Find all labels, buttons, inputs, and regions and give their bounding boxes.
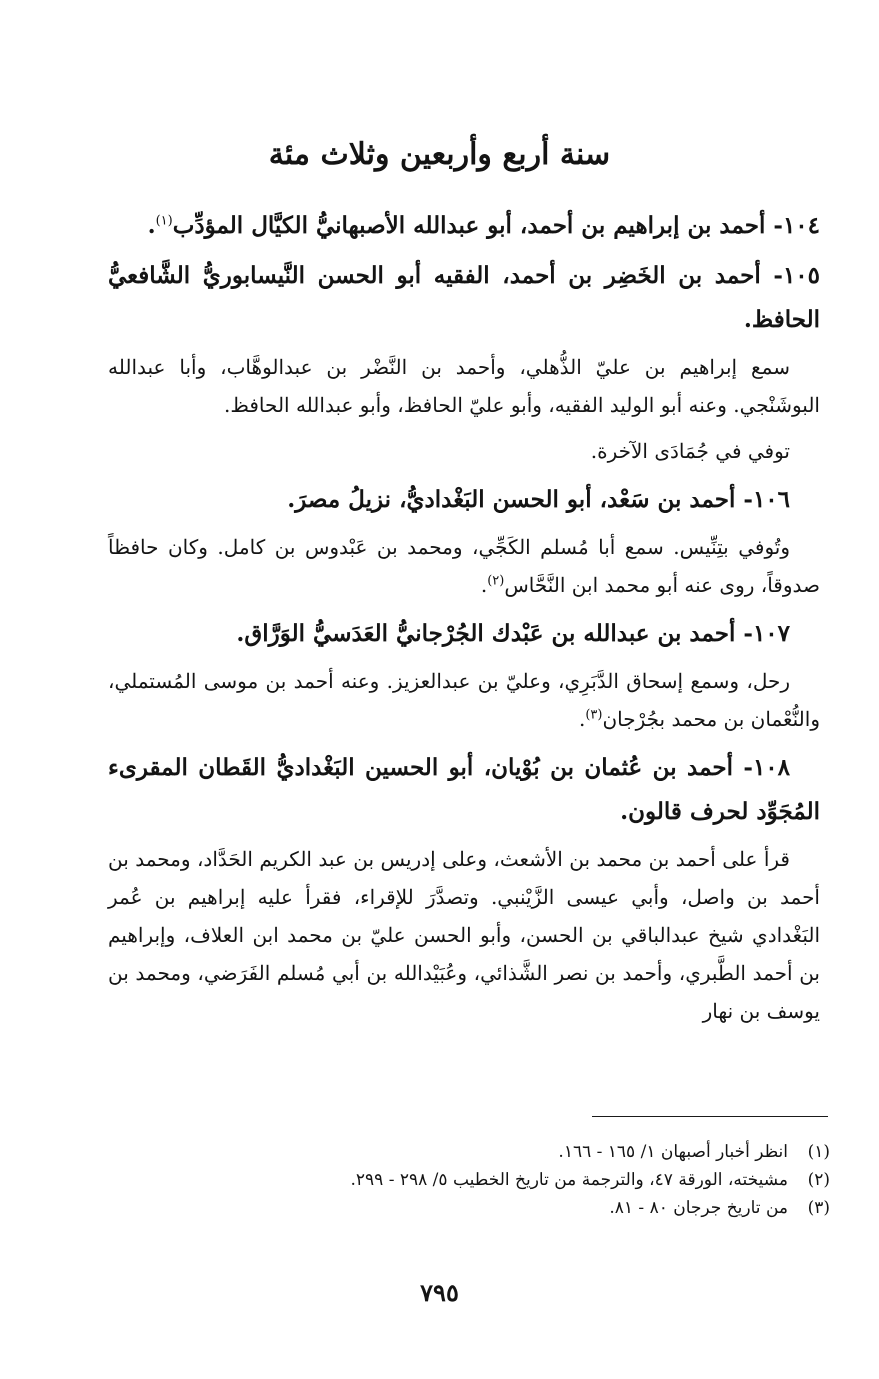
footnote-ref-2[interactable]: (٢) xyxy=(487,573,505,589)
footnote-divider xyxy=(592,1116,828,1117)
footnote-ref-1[interactable]: (١) xyxy=(155,213,173,229)
footnote-3-mark: (٣) xyxy=(807,1198,830,1218)
entry-108-body: قرأ على أحمد بن محمد بن الأشعث، وعلى إدريس بن عبد الكريم الحَدَّاد، ومحمد بن أحمد بن واصل، وأبي عيسى الزَّيْنبي. وتصدَّرَ للإقراء، فقرأ عليه إبراهيم بن عُمر البَغْدادي شيخ عبدالباقي بن الحسن، وأبو الحسن عليّ بن محمد ابن العلاف، وإبراهيم بن أحمد الطَّبري، وأحمد بن نصر الشَّذائي، وعُبَيْدالله بن أبي مُسلم الفَرَضي، ومحمد بن يوسف بن نهار xyxy=(108,847,820,1023)
entry-106-body-end: . xyxy=(480,573,488,597)
footnote-1-mark: (١) xyxy=(807,1142,830,1162)
footnote-3-text: من تاريخ جرجان ٨٠ - ٨١. xyxy=(609,1198,788,1218)
entry-104-heading-end: . xyxy=(147,212,156,239)
footnote-1-text: انظر أخبار أصبهان ١/ ١٦٥ - ١٦٦. xyxy=(558,1142,788,1162)
entry-107-body-text: رحل، وسمع إسحاق الدَّبَرِي، وعليّ بن عبدالعزيز. وعنه أحمد بن موسى المُستملي، والنُّعْمان بن محمد بجُرْجان xyxy=(108,669,820,731)
body-text xyxy=(108,204,820,1038)
footnote-3 xyxy=(108,1194,830,1222)
entry-104-heading-text: ١٠٤- أحمد بن إبراهيم بن أحمد، أبو عبدالله الأصبهانيُّ الكيَّال المؤدِّب xyxy=(172,212,820,239)
entry-106-body-text: وتُوفي بتِنِّيس. سمع أبا مُسلم الكَجِّي، ومحمد بن عَبْدوس بن كامل. وكان حافظاً صدوقاً، روى عنه أبو محمد ابن النَّحَّاس xyxy=(108,535,820,597)
entry-104-heading xyxy=(108,204,820,248)
entry-105-body: سمع إبراهيم بن عليّ الذُّهلي، وأحمد بن النَّضْر بن عبدالوهَّاب، وأبا عبدالله البوشَنْجي. وعنه أبو الوليد الفقيه، وأبو عليّ الحافظ، وأبو عبدالله الحافظ. xyxy=(108,355,820,417)
footnote-ref-3[interactable]: (٣) xyxy=(585,707,603,723)
entry-105-death-note: توفي في جُمَادَى الآخرة. xyxy=(590,439,790,463)
entry-107-body xyxy=(108,662,820,738)
entry-105-heading: ١٠٥- أحمد بن الخَضِر بن أحمد، الفقيه أبو الحسن النَّيسابوريُّ الشَّافعيُّ الحافظ. xyxy=(108,262,820,333)
entry-106-heading: ١٠٦- أحمد بن سَعْد، أبو الحسن البَغْداديُّ، نزيلُ مصرَ. xyxy=(287,486,790,513)
footnote-2-text: مشيخته، الورقة ٤٧، والترجمة من تاريخ الخطيب ٥/ ٢٩٨ - ٢٩٩. xyxy=(350,1170,788,1190)
page-number: ٧٩٥ xyxy=(420,1278,459,1307)
entry-108-heading: ١٠٨- أحمد بن عُثمان بن بُوْيان، أبو الحسين البَغْداديُّ القَطان المقرىء المُجَوِّد لحرف قالون. xyxy=(108,754,820,825)
chapter-title: سنة أربع وأربعين وثلاث مئة xyxy=(268,137,611,172)
footnote-1 xyxy=(108,1138,830,1166)
footnote-2-mark: (٢) xyxy=(807,1170,830,1190)
entry-107-body-end: . xyxy=(578,707,586,731)
entry-107-heading: ١٠٧- أحمد بن عبدالله بن عَبْدك الجُرْجانيُّ العَدَسيُّ الوَرَّاق. xyxy=(236,620,790,647)
footnotes xyxy=(108,1138,830,1222)
footnote-2 xyxy=(108,1166,830,1194)
entry-106-body xyxy=(108,528,820,604)
